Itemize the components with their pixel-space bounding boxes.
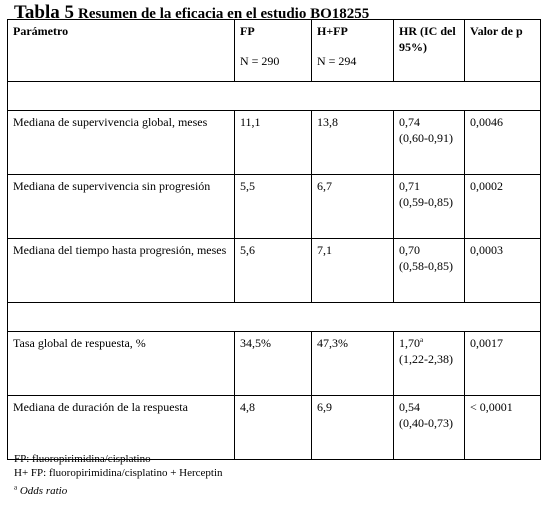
header-hr: HR (IC del 95%) bbox=[394, 20, 465, 82]
table-row bbox=[8, 239, 541, 303]
p-cell: 0,0017 bbox=[465, 332, 541, 396]
header-p: Valor de p bbox=[465, 20, 541, 82]
fp-cell: 5,6 bbox=[235, 239, 312, 303]
hfp-cell: 13,8 bbox=[312, 111, 394, 175]
table-row bbox=[8, 332, 541, 396]
hfp-cell: 7,1 bbox=[312, 239, 394, 303]
ci-text: (1,22-2,38) bbox=[399, 352, 453, 366]
hr-cell: 0,74 (0,60-0,91) bbox=[394, 111, 465, 175]
fp-cell: 5,5 bbox=[235, 175, 312, 239]
odds-ratio-marker: a bbox=[420, 336, 424, 344]
ci-text: (0,40-0,73) bbox=[399, 416, 453, 430]
hfp-cell: 6,7 bbox=[312, 175, 394, 239]
header-fp: FP N = 290 bbox=[235, 20, 312, 82]
hr-cell: 0,54 (0,40-0,73) bbox=[394, 396, 465, 460]
footnotes bbox=[14, 452, 223, 498]
p-cell: 0,0003 bbox=[465, 239, 541, 303]
ci-text: (0,59-0,85) bbox=[399, 195, 453, 209]
param-cell: Mediana de duración de la respuesta bbox=[8, 396, 235, 460]
spacer-cell bbox=[8, 82, 541, 111]
hfp-cell: 47,3% bbox=[312, 332, 394, 396]
param-cell: Mediana de supervivencia global, meses bbox=[8, 111, 235, 175]
footnote-fp: FP: fluoropirimidina/cisplatino bbox=[14, 453, 151, 465]
footnote-mark: a bbox=[14, 483, 18, 492]
p-cell: 0,0046 bbox=[465, 111, 541, 175]
footnote-hfp: H+ FP: fluoropirimidina/cisplatino + Herceptin bbox=[14, 467, 223, 479]
param-cell: Mediana de supervivencia sin progresión bbox=[8, 175, 235, 239]
header-parametro: Parámetro bbox=[8, 20, 235, 82]
header-hfp: H+FP N = 294 bbox=[312, 20, 394, 82]
ci-text: (0,58-0,85) bbox=[399, 259, 453, 273]
param-cell: Mediana del tiempo hasta progresión, meses bbox=[8, 239, 235, 303]
efficacy-table bbox=[7, 19, 541, 460]
hr-cell: 1,70$^a$ (1,22-2,38) bbox=[394, 332, 465, 396]
spacer-row bbox=[8, 303, 541, 332]
spacer-row bbox=[8, 82, 541, 111]
table-row bbox=[8, 175, 541, 239]
fp-cell: 4,8 bbox=[235, 396, 312, 460]
table-title-number: Tabla 5 bbox=[14, 2, 75, 23]
header-hfp-n: N = 294 bbox=[317, 54, 357, 68]
hr-cell: 0,70 (0,58-0,85) bbox=[394, 239, 465, 303]
param-cell: Tasa global de respuesta, % bbox=[8, 332, 235, 396]
fp-cell: 34,5% bbox=[235, 332, 312, 396]
hfp-cell: 6,9 bbox=[312, 396, 394, 460]
p-cell: < 0,0001 bbox=[465, 396, 541, 460]
ci-text: (0,60-0,91) bbox=[399, 131, 453, 145]
footnote-odds-ratio: $^a$ Odds ratio bbox=[14, 483, 68, 497]
header-fp-n: N = 290 bbox=[240, 54, 280, 68]
table-header-row bbox=[8, 20, 541, 82]
hr-cell: 0,71 (0,59-0,85) bbox=[394, 175, 465, 239]
fp-cell: 11,1 bbox=[235, 111, 312, 175]
table-title-text: Resumen de la eficacia en el estudio BO18255 bbox=[78, 6, 370, 22]
spacer-cell bbox=[8, 303, 541, 332]
p-cell: 0,0002 bbox=[465, 175, 541, 239]
table-row bbox=[8, 111, 541, 175]
table-row bbox=[8, 396, 541, 460]
